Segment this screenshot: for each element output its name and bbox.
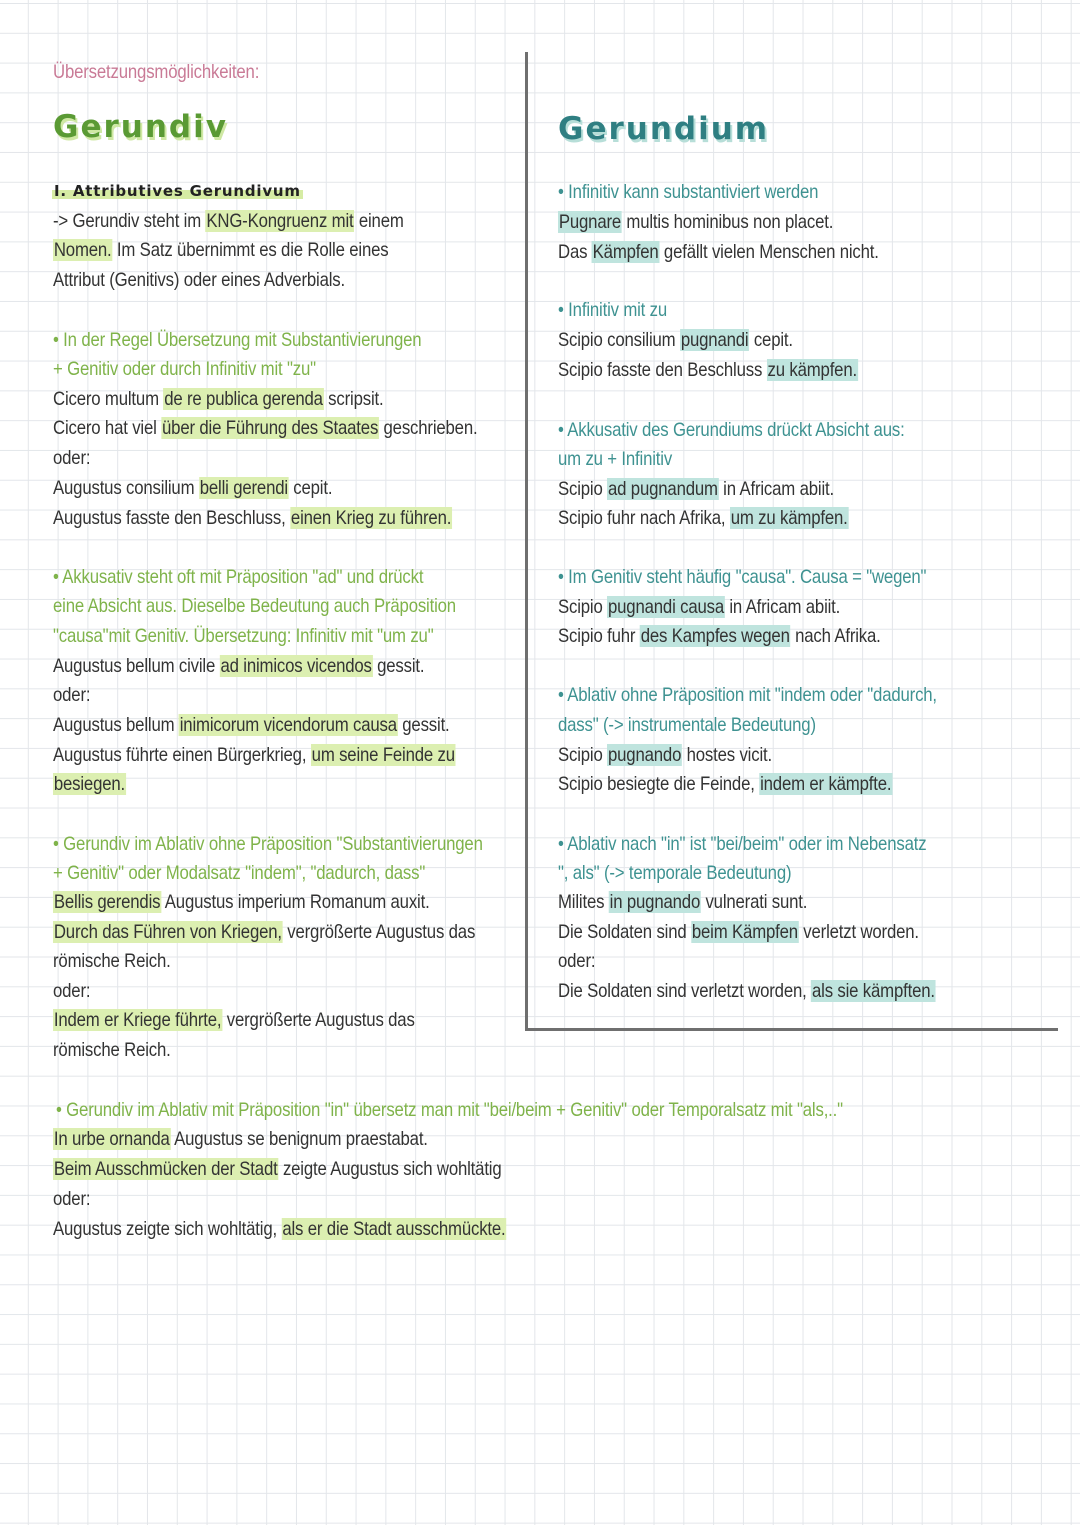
gr-example-4-german: Scipio fuhr des Kampfes wegen nach Afrika. — [558, 625, 881, 647]
gr-rule-6-line-1: • Ablativ nach "in" ist "bei/beim" oder im Nebensatz — [558, 833, 927, 855]
rule-2-line-1: • Akkusativ steht oft mit Präposition "ad" und drückt — [53, 566, 424, 588]
rule-1-line-2: + Genitiv oder durch Infinitiv mit "zu" — [53, 358, 316, 380]
example-4-latin: Augustus bellum inimicorum vicendorum causa gessit. — [53, 714, 450, 736]
rule-2-line-2: eine Absicht aus. Dieselbe Bedeutung auch Präposition — [53, 595, 456, 617]
rule-3-line-1: • Gerundiv im Ablativ ohne Präposition "Substantivierungen — [53, 833, 483, 855]
rule-3-line-2: + Genitiv" oder Modalsatz "indem", "dadurch, dass" — [53, 862, 426, 884]
gerundiv-title: Gerundiv — [53, 109, 228, 145]
gr-example-3-german: Scipio fuhr nach Afrika, um zu kämpfen. — [558, 507, 848, 529]
gr-rule-3-line-2: um zu + Infinitiv — [558, 448, 673, 470]
gr-example-1-german: Das Kämpfen gefällt vielen Menschen nicht. — [558, 241, 879, 263]
example-2-latin: Augustus consilium belli gerendi cepit. — [53, 477, 333, 499]
gr-rule-5-line-2: dass" (-> instrumentale Bedeutung) — [558, 714, 816, 736]
bottom-example-german: Beim Ausschmücken der Stadt zeigte Augustus sich wohltätig — [53, 1158, 502, 1180]
oder-label: oder: — [53, 684, 91, 706]
example-4-german: Augustus führte einen Bürgerkrieg, um seine Feinde zu — [53, 744, 455, 766]
gr-rule-1: • Infinitiv kann substantiviert werden — [558, 181, 819, 203]
gr-example-6-german: Die Soldaten sind beim Kämpfen verletzt worden. — [558, 921, 919, 943]
bottom-rule: • Gerundiv im Ablativ mit Präposition "in" übersetz man mit "bei/beim + Genitiv" oder Temporalsatz mit "als,.." — [56, 1099, 843, 1121]
intro-line-1: -> Gerundiv steht im KNG-Kongruenz mit einem — [53, 210, 404, 232]
gr-rule-5-line-1: • Ablativ ohne Präposition mit "indem oder "dadurch, — [558, 684, 937, 706]
gr-example-7-german: Die Soldaten sind verletzt worden, als sie kämpften. — [558, 980, 935, 1002]
gr-example-5-latin: Scipio pugnando hostes vicit. — [558, 744, 772, 766]
example-1-latin: Cicero multum de re publica gerenda scripsit. — [53, 388, 384, 410]
oder-label: oder: — [558, 950, 596, 972]
gr-rule-3-line-1: • Akkusativ des Gerundiums drückt Absicht aus: — [558, 419, 905, 441]
oder-label: oder: — [53, 980, 91, 1002]
example-1-german: Cicero hat viel über die Führung des Staates geschrieben. — [53, 417, 478, 439]
gr-rule-2: • Infinitiv mit zu — [558, 299, 668, 321]
gr-rule-4: • Im Genitiv steht häufig "causa". Causa = "wegen" — [558, 566, 927, 588]
example-5-german-cont: römische Reich. — [53, 950, 171, 972]
gr-example-5-german: Scipio besiegte die Feinde, indem er kämpfte. — [558, 773, 892, 795]
gr-example-2-german: Scipio fasste den Beschluss zu kämpfen. — [558, 359, 857, 381]
column-divider-horizontal — [525, 1028, 1058, 1031]
gr-example-3-latin: Scipio ad pugnandum in Africam abiit. — [558, 478, 834, 500]
gr-rule-6-line-2: ", als" (-> temporale Bedeutung) — [558, 862, 792, 884]
oder-label: oder: — [53, 1188, 91, 1210]
gerundium-title: Gerundium — [558, 111, 770, 147]
rule-1-line-1: • In der Regel Übersetzung mit Substantivierungen — [53, 329, 422, 351]
bottom-example-german-2: Augustus zeigte sich wohltätig, als er die Stadt ausschmückte. — [53, 1218, 506, 1240]
intro-line-3: Attribut (Genitivs) oder eines Adverbials. — [53, 269, 345, 291]
example-4-german-cont: besiegen. — [53, 773, 126, 795]
gr-example-4-latin: Scipio pugnandi causa in Africam abiit. — [558, 596, 841, 618]
example-3-latin: Augustus bellum civile ad inimicos vicendos gessit. — [53, 655, 425, 677]
header-label: Übersetzungsmöglichkeiten: — [53, 61, 260, 83]
gr-example-1-latin: Pugnare multis hominibus non placet. — [558, 211, 834, 233]
example-2-german: Augustus fasste den Beschluss, einen Krieg zu führen. — [53, 507, 452, 529]
example-6-german: Indem er Kriege führte, vergrößerte Augustus das — [53, 1009, 415, 1031]
bottom-example-latin: In urbe ornanda Augustus se benignum praestabat. — [53, 1128, 428, 1150]
gr-example-2-latin: Scipio consilium pugnandi cepit. — [558, 329, 793, 351]
intro-line-2: Nomen. Im Satz übernimmt es die Rolle eines — [53, 239, 389, 261]
column-divider-vertical — [525, 52, 528, 1031]
attributives-gerundivum-subtitle: I. Attributives Gerundivum — [54, 182, 301, 200]
example-5-german: Durch das Führen von Kriegen, vergrößerte Augustus das — [53, 921, 476, 943]
gr-example-6-latin: Milites in pugnando vulnerati sunt. — [558, 891, 808, 913]
example-5-latin: Bellis gerendis Augustus imperium Romanum auxit. — [53, 891, 430, 913]
example-6-german-cont: römische Reich. — [53, 1039, 171, 1061]
oder-label: oder: — [53, 447, 91, 469]
rule-2-line-3: "causa"mit Genitiv. Übersetzung: Infinitiv mit "um zu" — [53, 625, 434, 647]
